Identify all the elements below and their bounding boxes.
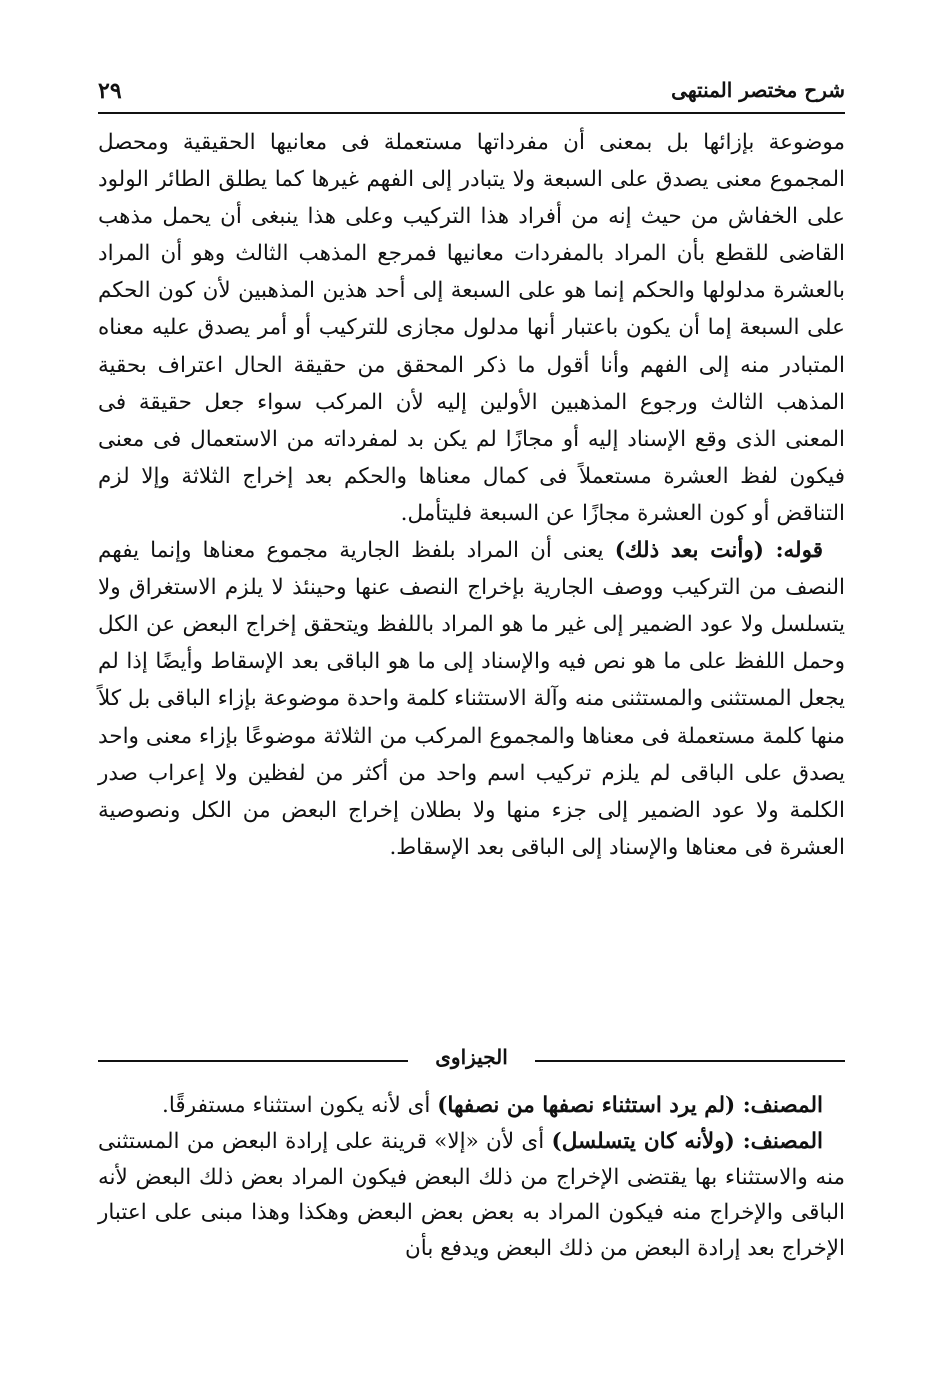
note-1-text: أى لأنه يكون استثناء مستفرقًا. [162, 1093, 438, 1118]
main-text [98, 124, 845, 866]
paragraph-2-lead: قوله: (وأنت بعد ذلك) [614, 538, 823, 564]
page-number: ٢٩ [98, 78, 122, 104]
paragraph-2 [98, 532, 845, 866]
page-header [98, 78, 845, 104]
note-1-lead: المصنف: (لم يرد استثناء نصفها من نصفها) [437, 1093, 823, 1118]
footnote-divider [98, 1045, 845, 1075]
footnotes [98, 1088, 845, 1267]
paragraph-1: موضوعة بإزائها بل بمعنى أن مفرداتها مستعملة فى معانيها الحقيقية ومحصل المجموع معنى يصدق على السبعة ولا يتبادر إلى الفهم غيرها كما يطلق الطائر الولود على الخفاش من حيث إنه من أفراد هذا التركيب وعلى هذا ينبغى أن يحمل مذهب القاضى للقطع بأن المراد بالمفردات معانيها فمرجع المذهب الثالث وهو أن المراد بالعشرة مدلولها والحكم إنما هو على السبعة إلى أحد هذين المذهبين لأن كون الحكم على السبعة إما أن يكون باعتبار أنها مدلول مجازى للتركيب أو أمر يصدق عليه معناه المتبادر منه إلى الفهم وأنا أقول ما ذكر المحقق من حقيقة الحال اعتراف بحقية المذهب الثالث ورجوع المذهبين الأولين إليه لأن المركب سواء جعل حقيقة فى المعنى الذى وقع الإسناد إليه أو مجازًا لم يكن بد لمفرداته من الاستعمال فى معنى فيكون لفظ العشرة مستعملاً فى كمال معناها والحكم بعد إخراج الثلاثة وإلا لزم التناقض أو كون العشرة مجازًا عن السبعة فليتأمل. [98, 130, 845, 526]
note-2 [98, 1124, 845, 1267]
divider-line-left [98, 1060, 408, 1062]
note-2-lead: المصنف: (ولأنه كان يتسلسل) [551, 1128, 823, 1154]
footnote-section-title: الجيزاوى [435, 1045, 508, 1069]
header-rule [98, 112, 845, 114]
note-2-text: أى لأن «إلا» قرينة على إرادة البعض من المستثنى منه والاستثناء بها يقتضى الإخراج من ذلك البعض فيكون المراد بعض ذلك البعض لأنه الباقى والإخراج منه فيكون المراد به بعض بعض البعض وهكذا وهذا مبنى على اعتبار الإخراج بعد إرادة البعض من ذلك البعض ويدفع بأن [98, 1128, 845, 1262]
book-title: شرح مختصر المنتهى [671, 78, 845, 102]
note-1 [98, 1088, 845, 1124]
paragraph-2-text: يعنى أن المراد بلفظ الجارية مجموع معناها وإنما يفهم النصف من التركيب ووصف الجارية بإخراج النصف عنها وحينئذ لا يلزم الاستغراق ولا يتسلسل ولا عود الضمير إلى غير ما هو المراد باللفظ ويتحقق إخراج البعض عن الكل وحمل اللفظ على ما هو نص فيه والإسناد إلى ما هو الباقى بعد الإسقاط وأيضًا إذا لم يجعل المستثنى والمستثنى منه وآلة الاستثناء كلمة واحدة موضوعة بإزاء الباقى بل كلاً منها كلمة مستعملة فى معناها والمجموع المركب من الثلاثة موضوعًا بإزاء معنى واحد يصدق على الباقى لم يلزم تركيب اسم واحد من أكثر من لفظين ولا إعراب صدر الكلمة ولا عود الضمير إلى جزء منها ولا بطلان إخراج البعض من الكل ونصوصية العشرة فى معناها والإسناد إلى الباقى بعد الإسقاط. [98, 538, 845, 860]
